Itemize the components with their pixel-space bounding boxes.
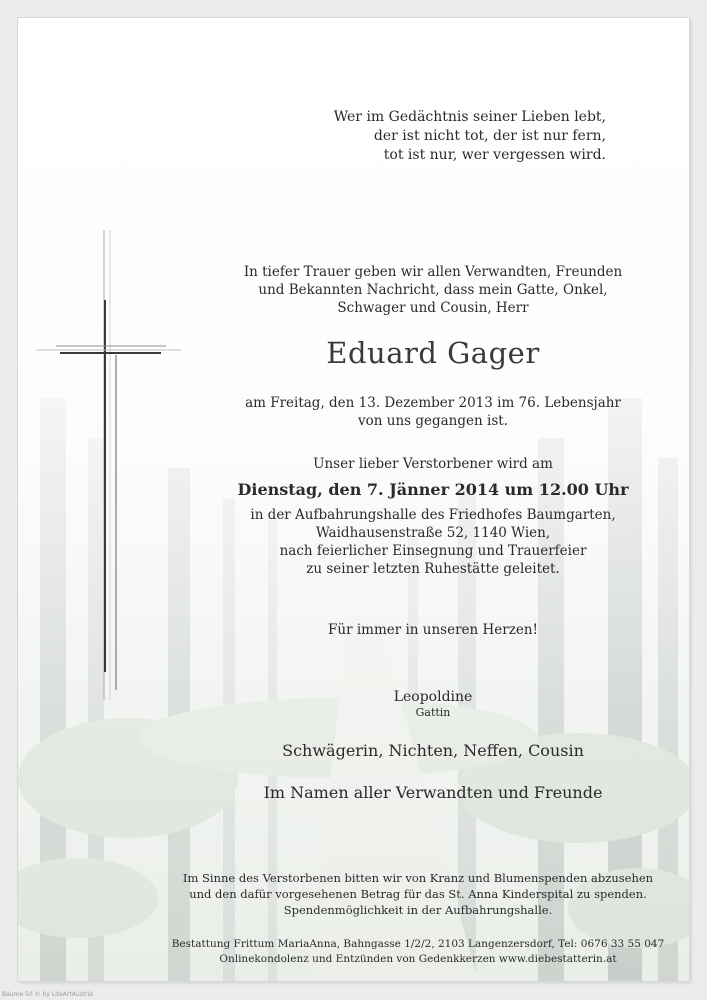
burial-place [218, 506, 648, 578]
place-line: nach feierlicher Einsegnung und Trauerfeier [279, 543, 587, 559]
deceased-name: Eduard Gager [326, 336, 540, 370]
image-credit: Bäume 50 © by LiteArtAustria [2, 991, 93, 998]
relatives-line: Schwägerin, Nichten, Neffen, Cousin [282, 741, 584, 760]
intro-line: In tiefer Trauer geben wir allen Verwandten, Freunden [243, 264, 623, 280]
death-notice [218, 394, 648, 430]
burial-intro: Unser lieber Verstorbener wird am [313, 456, 553, 472]
place-line: Waidhausenstraße 52, 1140 Wien, [315, 525, 551, 541]
place-line: zu seiner letzten Ruhestätte geleitet. [306, 561, 560, 577]
motto-quote [334, 108, 606, 165]
undertaker-line: Onlinekondolenz und Entzünden von Gedenkkerzen www.diebestatterin.at [219, 953, 617, 965]
donation-line: und den dafür vorgesehenen Betrag für das St. Anna Kinderspital zu spenden. [189, 887, 647, 901]
death-line: am Freitag, den 13. Dezember 2013 im 76. Lebensjahr [245, 395, 621, 411]
death-line: von uns gegangen ist. [358, 413, 508, 429]
wife-relation: Gattin [415, 706, 451, 719]
motto-line: der ist nicht tot, der ist nur fern, [373, 128, 606, 144]
motto-line: Wer im Gedächtnis seiner Lieben lebt, [333, 109, 606, 125]
donation-line: Im Sinne des Verstorbenen bitten wir von Kranz und Blumenspenden abzusehen [182, 871, 654, 885]
remembrance-line: Für immer in unseren Herzen! [328, 622, 538, 638]
motto-line: tot ist nur, wer vergessen wird. [383, 147, 606, 163]
friends-line: Im Namen aller Verwandten und Freunde [263, 783, 603, 802]
donation-line: Spendenmöglichkeit in der Aufbahrungshalle. [283, 903, 553, 917]
cross-icon [36, 230, 181, 710]
wife-block [218, 688, 648, 719]
burial-date: Dienstag, den 7. Jänner 2014 um 12.00 Uhr [237, 480, 629, 499]
wife-name: Leopoldine [393, 689, 473, 705]
undertaker-line: Bestattung Frittum MariaAnna, Bahngasse 1/2/2, 2103 Langenzersdorf, Tel: 0676 33 55 047 [171, 938, 665, 950]
intro-text [218, 263, 648, 317]
obituary-card [18, 18, 689, 981]
intro-line: Schwager und Cousin, Herr [337, 300, 529, 316]
intro-line: und Bekannten Nachricht, dass mein Gatte, Onkel, [258, 282, 608, 298]
place-line: in der Aufbahrungshalle des Friedhofes Baumgarten, [250, 507, 616, 523]
donation-notice [168, 870, 668, 918]
undertaker-info [168, 937, 668, 967]
